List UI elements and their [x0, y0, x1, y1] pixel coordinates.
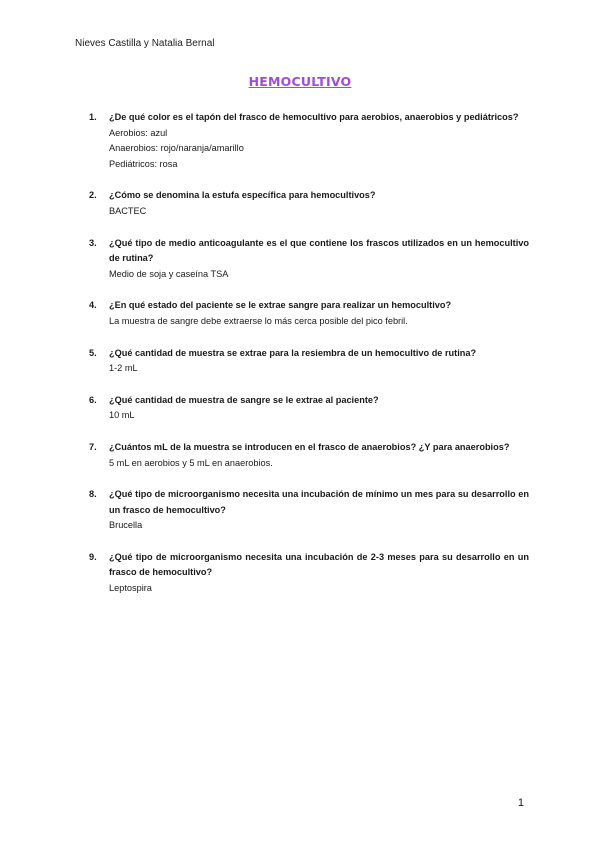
question-list [89, 110, 529, 613]
question-text: ¿Qué cantidad de muestra se extrae para la resiembra de un hemocultivo de rutina? [109, 347, 477, 358]
page-header-authors: Nieves Castilla y Natalia Bernal [75, 38, 215, 49]
question-text: ¿Qué cantidad de muestra de sangre se le extrae al paciente? [109, 394, 379, 405]
answer-text: 1-2 mL [109, 363, 138, 374]
page-title: HEMOCULTIVO [248, 74, 352, 89]
question-item [89, 346, 529, 377]
question-number: 8. [89, 489, 97, 500]
question-text: ¿Qué tipo de microorganismo necesita una incubación de mínimo un mes para su desarrollo en un frasco de hemocultivo? [109, 489, 529, 515]
question-number: 9. [89, 551, 97, 562]
answer-text: 10 mL [109, 410, 135, 421]
question-number: 6. [89, 394, 97, 405]
question-number: 7. [89, 441, 97, 452]
question-text: ¿Cuántos mL de la muestra se introducen en el frasco de anaerobios? ¿Y para anaerobios? [109, 441, 510, 452]
question-item [89, 440, 529, 471]
answer-text: Medio de soja y caseína TSA [109, 268, 229, 279]
answer-text: 5 mL en aerobios y 5 mL en anaerobios. [109, 457, 273, 468]
question-number: 3. [89, 237, 97, 248]
question-item [89, 110, 529, 172]
question-item [89, 550, 529, 597]
answer-text: Aerobios: azul [109, 127, 168, 138]
question-text: ¿Qué tipo de medio anticoagulante es el que contiene los frascos utilizados en un hemocultivo de rutina? [109, 237, 529, 264]
question-number: 5. [89, 347, 97, 358]
question-number: 1. [89, 112, 97, 122]
question-item [89, 298, 529, 329]
answer-text: BACTEC [109, 205, 147, 216]
question-text: ¿De qué color es el tapón del frasco de hemocultivo para aerobios, anaerobios y pediátricos? [109, 112, 519, 122]
question-number: 2. [89, 190, 97, 201]
answer-text: Anaerobios: rojo/naranja/amarillo [109, 143, 244, 154]
question-item [89, 487, 529, 534]
answer-text: Pediátricos: rosa [109, 158, 178, 169]
question-number: 4. [89, 300, 97, 311]
answer-text: Leptospira [109, 583, 152, 594]
question-item [89, 236, 529, 283]
question-item [89, 393, 529, 424]
page-number: 1 [517, 797, 524, 809]
question-item [89, 188, 529, 219]
question-text: ¿En qué estado del paciente se le extrae sangre para realizar un hemocultivo? [109, 300, 452, 311]
question-text: ¿Cómo se denomina la estufa específica para hemocultivos? [109, 190, 376, 201]
question-text: ¿Qué tipo de microorganismo necesita una incubación de 2-3 meses para su desarrollo en un frasco de hemocultivo? [109, 551, 529, 578]
answer-text: La muestra de sangre debe extraerse lo más cerca posible del pico febril. [109, 315, 408, 326]
answer-text: Brucella [109, 520, 143, 531]
